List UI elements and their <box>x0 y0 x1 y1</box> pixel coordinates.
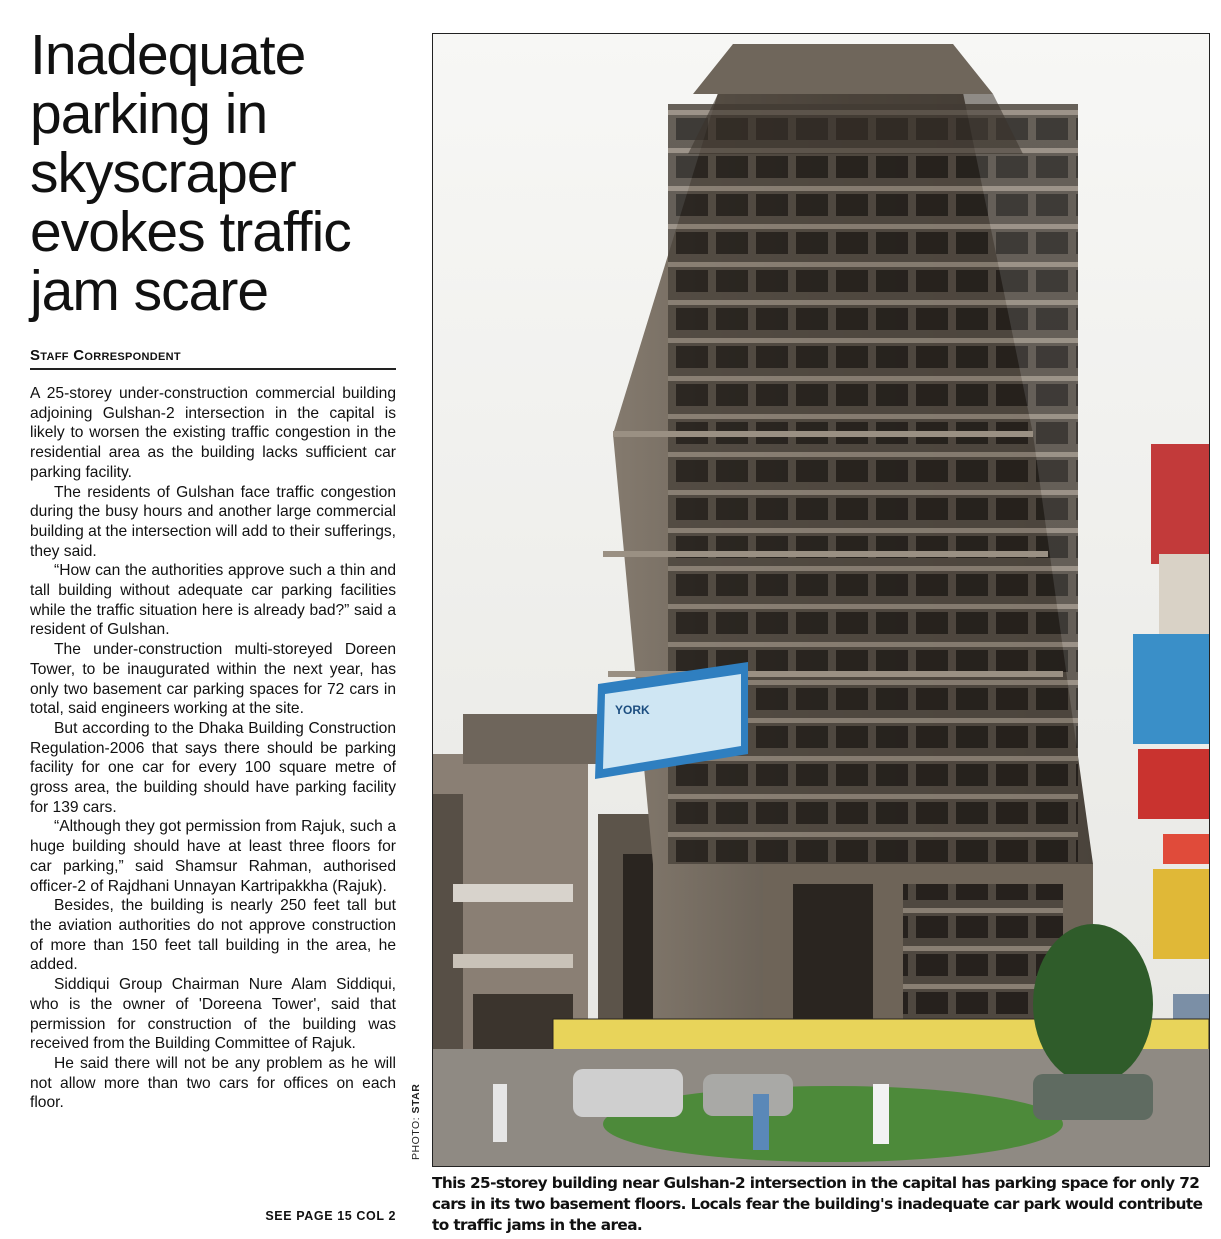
paragraph: Siddiqui Group Chairman Nure Alam Siddiqui, who is the owner of 'Doreena Tower', said that permission for construction of the building was received from the Building Committee of Rajuk. <box>30 976 396 1053</box>
byline: Staff Correspondent <box>30 347 396 370</box>
continuation-note[interactable]: SEE PAGE 15 COL 2 <box>265 1209 396 1223</box>
paragraph: The residents of Gulshan face traffic congestion during the busy hours and another large commercial building at the intersection will add to their sufferings, they said. <box>30 483 396 560</box>
building-illustration <box>433 34 1209 1166</box>
headline: Inadequate parking in skyscraper evokes traffic jam scare <box>30 23 351 323</box>
paragraph: “Although they got permission from Rajuk, such a huge building should have at least three floors for car parking,” said Shamsur Rahman, authorised officer-2 of Rajdhani Unnayan Kartripakkha (Rajuk). <box>30 818 396 895</box>
paragraph: Besides, the building is nearly 250 feet tall but the aviation authorities do not approve construction of more than 150 feet tall building in the area, he added. <box>30 897 396 974</box>
paragraph: The under-construction multi-storeyed Doreen Tower, to be inaugurated within the next year, has only two basement car parking spaces for 72 cars in total, said engineers working at the site. <box>30 641 396 718</box>
paragraph: But according to the Dhaka Building Construction Regulation-2006 that says there should be parking facility for one car for every 100 square metre of gross area, the building should have parking facility for 139 cars. <box>30 719 396 816</box>
paragraph: “How can the authorities approve such a thin and tall building without adequate car parking facilities while the traffic situation here is already bad?” said a resident of Gulshan. <box>30 562 396 639</box>
tower <box>603 44 1093 1064</box>
paragraph: He said there will not be any problem as he will not allow more than two cars for offices on each floor. <box>30 1054 396 1112</box>
paragraph: A 25-storey under-construction commercial building adjoining Gulshan-2 intersection in the capital is likely to worsen the existing traffic congestion in the residential area as the building lacks sufficient car parking facility. <box>30 385 396 481</box>
billboard-text: YORK <box>615 703 650 717</box>
building-photo <box>432 33 1210 1167</box>
photo-credit: PHOTO: STAR <box>410 1083 422 1160</box>
article-column <box>30 23 396 1223</box>
photo-caption: This 25-storey building near Gulshan-2 intersection in the capital has parking space for only 72 cars in its two basement floors. Locals fear the building's inadequate car park would contribute to traffic jams in the area. <box>432 1174 1203 1234</box>
article-body <box>30 384 396 1113</box>
